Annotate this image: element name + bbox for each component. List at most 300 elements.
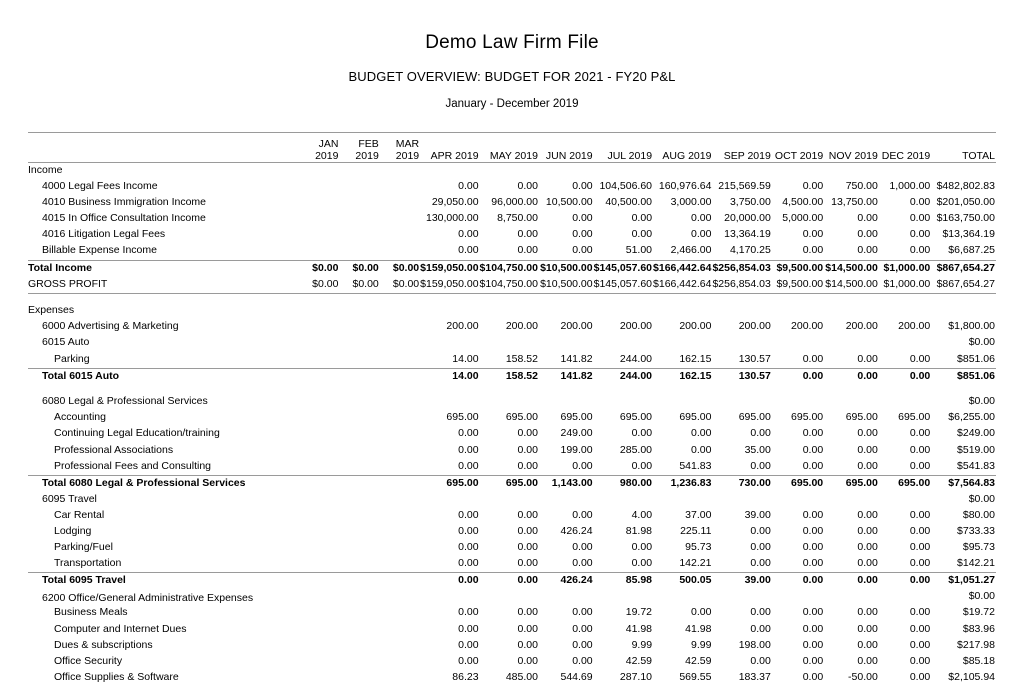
row-value: 0.00	[909, 427, 931, 440]
row-total-value: $1,051.27	[931, 573, 996, 590]
row-value	[380, 319, 420, 335]
row-total-value: $85.18	[962, 654, 995, 667]
row-value	[480, 394, 539, 410]
row-value	[299, 211, 339, 227]
row-total-value: $519.00	[957, 443, 995, 456]
row-value	[299, 426, 339, 442]
table-body	[28, 163, 996, 686]
row-value: 10,500.00	[545, 196, 593, 209]
row-value: 695.00	[480, 475, 539, 492]
row-value: 0.00	[772, 573, 824, 590]
row-value	[380, 670, 420, 686]
column-header-apr-2019: APR 2019	[420, 133, 479, 163]
row-value: 142.21	[679, 557, 712, 570]
row-value: 0.00	[909, 212, 931, 225]
row-value: $9,500.00	[772, 260, 824, 277]
row-value: 0.00	[750, 459, 771, 472]
row-value: 41.98	[685, 622, 712, 635]
row-value	[299, 368, 339, 385]
row-value: 0.00	[458, 508, 479, 521]
row-value: 0.00	[517, 228, 538, 241]
row-value: $256,854.03	[712, 277, 771, 294]
row-value: 200.00	[560, 320, 593, 333]
row-value	[299, 319, 339, 335]
row-value	[299, 524, 339, 540]
row-value: 0.00	[857, 654, 878, 667]
row-value: 0.00	[631, 541, 653, 554]
table-row	[28, 426, 996, 442]
row-value	[299, 243, 339, 260]
row-value	[380, 211, 420, 227]
row-value: 0.00	[772, 368, 824, 385]
row-value	[594, 163, 653, 180]
table-row	[28, 475, 996, 492]
row-value: 160,976.64	[658, 180, 712, 193]
row-value: 0.00	[572, 557, 593, 570]
row-value	[339, 410, 379, 426]
column-header-label	[28, 133, 299, 163]
row-value: 0.00	[802, 180, 824, 193]
table-row	[28, 277, 996, 294]
table-row	[28, 556, 996, 573]
row-value	[712, 335, 771, 351]
row-value: 0.00	[458, 459, 479, 472]
row-value	[772, 589, 824, 605]
row-value: 0.00	[458, 654, 479, 667]
row-value	[653, 589, 712, 605]
row-value: 0.00	[572, 180, 593, 193]
row-value: 0.00	[857, 606, 878, 619]
row-value	[339, 622, 379, 638]
row-value	[539, 492, 594, 508]
row-value: 0.00	[691, 443, 712, 456]
row-value	[380, 443, 420, 459]
column-header-jul-2019: JUL 2019	[594, 133, 653, 163]
row-value: 0.00	[802, 654, 824, 667]
row-value: 200.00	[505, 320, 538, 333]
row-value: 4,500.00	[782, 196, 824, 209]
table-row	[28, 335, 996, 351]
row-value: 0.00	[802, 508, 824, 521]
row-total-value: $0.00	[968, 590, 995, 603]
row-value: 0.00	[517, 427, 538, 440]
row-value: 13,750.00	[831, 196, 878, 209]
table-row	[28, 211, 996, 227]
row-value: 0.00	[458, 638, 479, 651]
row-value	[824, 163, 879, 180]
row-value	[480, 303, 539, 319]
row-value	[380, 368, 420, 385]
table-row	[28, 670, 996, 686]
column-header-line1: FEB	[358, 138, 379, 150]
row-value: 695.00	[845, 411, 878, 424]
row-value: $1,000.00	[879, 260, 931, 277]
row-value	[539, 163, 594, 180]
row-value	[653, 394, 712, 410]
row-value	[712, 163, 771, 180]
row-value: 695.00	[879, 475, 931, 492]
row-value: 0.00	[517, 180, 538, 193]
row-value: 0.00	[517, 541, 538, 554]
row-value: 51.00	[625, 244, 653, 257]
row-value: 0.00	[691, 228, 712, 241]
row-value: 5,000.00	[782, 212, 824, 225]
row-value: 287.10	[619, 670, 653, 683]
row-value: -50.00	[848, 670, 878, 683]
row-value	[380, 654, 420, 670]
row-value	[380, 638, 420, 654]
row-value	[339, 179, 379, 195]
table-row	[28, 443, 996, 459]
row-value: 0.00	[857, 228, 878, 241]
row-value: 0.00	[517, 443, 538, 456]
row-value: 0.00	[691, 606, 712, 619]
spacer-cell	[28, 293, 996, 303]
row-value	[480, 589, 539, 605]
row-value: 695.00	[772, 475, 824, 492]
row-value: 0.00	[909, 654, 931, 667]
row-value	[339, 540, 379, 556]
row-value	[594, 492, 653, 508]
row-value: 0.00	[572, 622, 593, 635]
row-value: 569.55	[679, 670, 712, 683]
table-row	[28, 303, 996, 319]
row-value	[480, 163, 539, 180]
row-value: 0.00	[631, 459, 653, 472]
row-value: 0.00	[802, 524, 824, 537]
row-value: 14.00	[420, 368, 479, 385]
table-row	[28, 622, 996, 638]
row-value: 0.00	[909, 244, 931, 257]
row-value: 1,000.00	[889, 180, 931, 193]
row-value: 695.00	[679, 411, 712, 424]
table-row	[28, 589, 996, 605]
row-value: $0.00	[380, 260, 420, 277]
row-value: 85.98	[594, 573, 653, 590]
row-label: Professional Associations	[54, 443, 174, 456]
column-header-line1: MAR	[395, 138, 420, 150]
row-label: 6095 Travel	[42, 492, 97, 505]
row-value: 0.00	[802, 622, 824, 635]
row-value: 285.00	[619, 443, 653, 456]
row-value: 0.00	[909, 352, 931, 365]
row-value	[339, 352, 379, 369]
row-value: $104,750.00	[480, 277, 539, 294]
row-value	[380, 540, 420, 556]
row-value	[539, 335, 594, 351]
row-value: 9.99	[631, 638, 653, 651]
row-value	[380, 410, 420, 426]
row-label: Expenses	[28, 304, 75, 317]
row-total-value: $95.73	[962, 541, 995, 554]
row-value: 0.00	[824, 368, 879, 385]
row-total-value: $482,802.83	[936, 180, 995, 193]
row-value	[420, 335, 479, 351]
row-value	[772, 163, 824, 180]
table-row	[28, 163, 996, 180]
row-value: 0.00	[857, 508, 878, 521]
row-value: 0.00	[802, 228, 824, 241]
row-value: 695.00	[560, 411, 593, 424]
row-value	[299, 335, 339, 351]
row-value: 695.00	[420, 475, 479, 492]
row-value: 426.24	[539, 573, 594, 590]
row-value: 42.59	[625, 654, 653, 667]
row-value	[380, 303, 420, 319]
row-total-value: $867,654.27	[931, 277, 996, 294]
row-value: 0.00	[909, 524, 931, 537]
row-value: 0.00	[857, 622, 878, 635]
row-label: Total Income	[28, 260, 299, 277]
row-value	[380, 492, 420, 508]
row-value	[594, 394, 653, 410]
row-value	[594, 589, 653, 605]
row-label: Office Security	[54, 654, 123, 667]
row-value: 20,000.00	[724, 212, 771, 225]
row-value: $256,854.03	[712, 260, 771, 277]
row-total-value: $201,050.00	[936, 196, 995, 209]
row-value: 0.00	[631, 228, 653, 241]
row-label: Professional Fees and Consulting	[54, 459, 212, 472]
row-value: 0.00	[802, 352, 824, 365]
row-value: 0.00	[909, 228, 931, 241]
row-value	[879, 394, 931, 410]
row-value: 0.00	[458, 541, 479, 554]
row-value: 0.00	[802, 244, 824, 257]
row-value	[299, 303, 339, 319]
row-value: 0.00	[802, 443, 824, 456]
row-value: 0.00	[909, 638, 931, 651]
row-value	[339, 163, 379, 180]
row-value	[653, 335, 712, 351]
row-total-value: $163,750.00	[936, 212, 995, 225]
table-row	[28, 410, 996, 426]
row-label: Continuing Legal Education/training	[54, 427, 220, 440]
row-value: 0.00	[572, 654, 593, 667]
row-value: 0.00	[750, 606, 771, 619]
row-value: $159,050.00	[420, 277, 479, 294]
row-value	[299, 394, 339, 410]
row-value	[480, 492, 539, 508]
row-value: 0.00	[857, 638, 878, 651]
row-value: 0.00	[517, 508, 538, 521]
row-label: GROSS PROFIT	[28, 277, 299, 294]
table-row	[28, 573, 996, 590]
row-value: 0.00	[631, 557, 653, 570]
row-total-value	[931, 303, 996, 319]
row-value: 0.00	[572, 508, 593, 521]
row-value	[539, 303, 594, 319]
row-value: 158.52	[480, 368, 539, 385]
row-label: 4016 Litigation Legal Fees	[42, 228, 166, 241]
row-value	[380, 243, 420, 260]
row-value	[824, 335, 879, 351]
row-label: 4015 In Office Consultation Income	[42, 212, 206, 225]
row-value: 0.00	[857, 541, 878, 554]
column-header-sep-2019: SEP 2019	[712, 133, 771, 163]
column-header-may-2019: MAY 2019	[480, 133, 539, 163]
row-total-value: $541.83	[957, 459, 995, 472]
table-row	[28, 540, 996, 556]
row-value	[380, 508, 420, 524]
row-value: 0.00	[857, 212, 878, 225]
spacer-cell	[28, 385, 996, 395]
row-label: Income	[28, 164, 63, 176]
row-value: 544.69	[560, 670, 593, 683]
row-value	[299, 443, 339, 459]
row-value: 3,000.00	[670, 196, 712, 209]
row-value: 0.00	[458, 244, 479, 257]
row-total-value: $867,654.27	[931, 260, 996, 277]
table-row	[28, 319, 996, 335]
row-value	[420, 163, 479, 180]
row-value: 0.00	[517, 459, 538, 472]
row-value: 0.00	[909, 459, 931, 472]
row-value: $0.00	[339, 277, 379, 294]
column-header-mar	[380, 133, 420, 163]
column-header-oct-2019: OCT 2019	[772, 133, 824, 163]
row-value: 104,506.60	[599, 180, 653, 193]
row-value: 0.00	[857, 459, 878, 472]
row-value: 695.00	[791, 411, 824, 424]
row-value	[653, 303, 712, 319]
table-row	[28, 179, 996, 195]
row-total-value: $7,564.83	[931, 475, 996, 492]
row-value: 0.00	[802, 670, 824, 683]
row-value: 249.00	[560, 427, 593, 440]
row-value: 0.00	[879, 573, 931, 590]
row-value: 244.00	[594, 368, 653, 385]
row-label: 6015 Auto	[42, 336, 90, 349]
row-value	[339, 243, 379, 260]
row-value	[339, 335, 379, 351]
row-value	[299, 622, 339, 638]
table-row	[28, 394, 996, 410]
row-value	[380, 459, 420, 476]
row-value	[772, 303, 824, 319]
row-value: 215,569.59	[718, 180, 771, 193]
row-value: 500.05	[653, 573, 712, 590]
row-value: 81.98	[625, 524, 653, 537]
row-value: 0.00	[857, 244, 878, 257]
row-value: 37.00	[685, 508, 712, 521]
row-total-value: $851.06	[931, 368, 996, 385]
row-value: 0.00	[802, 541, 824, 554]
row-value	[879, 492, 931, 508]
row-value	[879, 303, 931, 319]
column-header-line2: 2019	[315, 150, 339, 162]
table-row	[28, 368, 996, 385]
row-total-value: $0.00	[968, 492, 995, 505]
row-value	[299, 540, 339, 556]
row-value: 0.00	[750, 427, 771, 440]
row-value: 0.00	[517, 654, 538, 667]
row-value: 0.00	[458, 228, 479, 241]
table-row	[28, 508, 996, 524]
table-row	[28, 638, 996, 654]
row-value: 0.00	[572, 638, 593, 651]
row-value	[420, 394, 479, 410]
row-value	[594, 335, 653, 351]
table-row	[28, 492, 996, 508]
row-total-value: $19.72	[962, 606, 995, 619]
row-value: 0.00	[458, 622, 479, 635]
row-value	[339, 394, 379, 410]
row-value	[772, 492, 824, 508]
row-value	[339, 459, 379, 476]
row-value: 0.00	[572, 212, 593, 225]
row-value	[339, 670, 379, 686]
table-row	[28, 524, 996, 540]
row-value: 1,236.83	[653, 475, 712, 492]
row-value	[879, 589, 931, 605]
row-value: 0.00	[909, 606, 931, 619]
row-value: 695.00	[619, 411, 653, 424]
row-value: 0.00	[572, 244, 593, 257]
table-row	[28, 352, 996, 369]
row-value: 485.00	[505, 670, 538, 683]
row-value: 541.83	[679, 459, 712, 472]
row-value: 0.00	[517, 557, 538, 570]
row-value	[299, 195, 339, 211]
row-value: 695.00	[505, 411, 538, 424]
column-header-line2: 2019	[355, 150, 379, 162]
row-value	[339, 508, 379, 524]
row-value: 29,050.00	[431, 196, 479, 209]
row-value	[380, 605, 420, 621]
row-value: 0.00	[572, 459, 593, 472]
row-value	[339, 319, 379, 335]
row-value: 0.00	[517, 638, 538, 651]
row-value: 4,170.25	[729, 244, 771, 257]
row-value	[299, 605, 339, 621]
row-value	[879, 163, 931, 180]
row-value: 14.00	[452, 352, 479, 365]
row-value	[380, 163, 420, 180]
row-value	[299, 227, 339, 243]
row-value: 198.00	[738, 638, 771, 651]
row-value: 0.00	[458, 557, 479, 570]
row-value: 0.00	[750, 524, 771, 537]
row-value	[380, 179, 420, 195]
row-label: 4000 Legal Fees Income	[42, 180, 158, 193]
row-value	[380, 335, 420, 351]
row-value	[712, 589, 771, 605]
row-value: 0.00	[909, 508, 931, 521]
row-value: 0.00	[517, 524, 538, 537]
row-value	[380, 622, 420, 638]
row-label: Lodging	[54, 524, 92, 537]
row-label: Computer and Internet Dues	[54, 622, 187, 635]
row-value	[594, 303, 653, 319]
row-value	[380, 426, 420, 442]
row-value	[299, 179, 339, 195]
row-value: 200.00	[619, 320, 653, 333]
row-value: 162.15	[679, 352, 712, 365]
row-value: 0.00	[909, 670, 931, 683]
row-value	[380, 589, 420, 605]
row-label: 6080 Legal & Professional Services	[42, 395, 208, 408]
row-value: 0.00	[802, 638, 824, 651]
row-value	[299, 410, 339, 426]
row-value	[339, 426, 379, 442]
row-value: 130.57	[712, 368, 771, 385]
row-value: 0.00	[631, 212, 653, 225]
row-value: 13,364.19	[724, 228, 771, 241]
row-total-value: $0.00	[968, 395, 995, 408]
row-value: 0.00	[909, 541, 931, 554]
row-value	[653, 163, 712, 180]
